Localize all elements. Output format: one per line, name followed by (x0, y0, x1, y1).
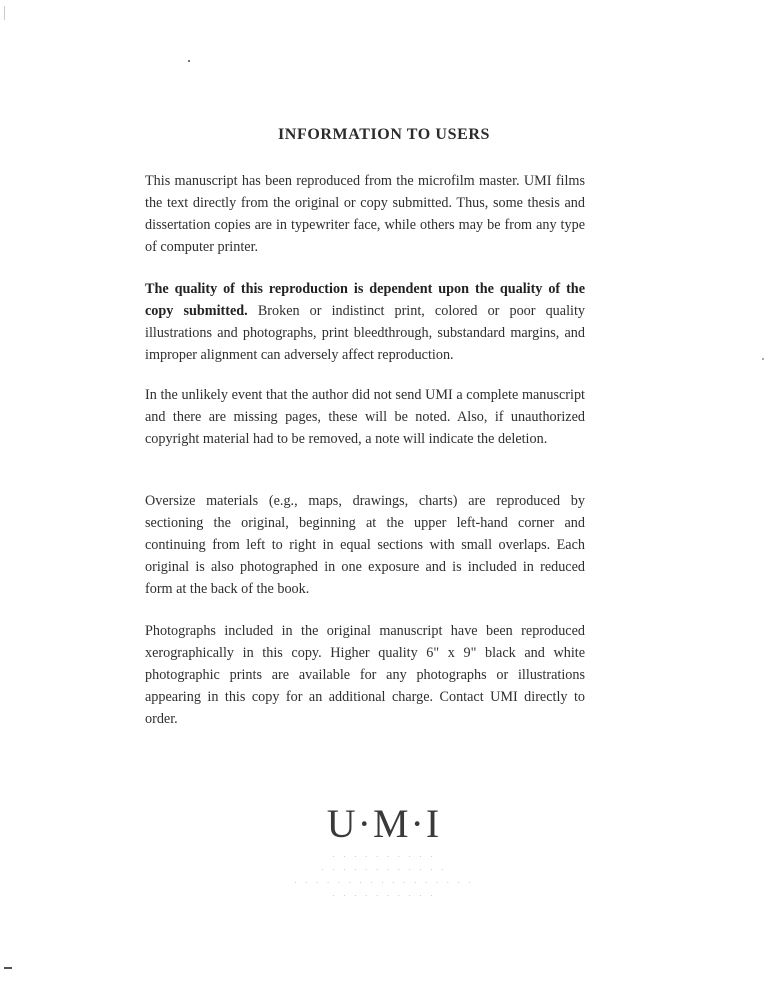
paragraph-bold-lead: The quality of this reproduction is dependent upon the quality of the copy submitted. (145, 281, 585, 319)
faint-address-line: · · · · · · · · · · (332, 852, 436, 861)
umi-logo: U·M·I (326, 801, 442, 846)
paragraph-quality (145, 278, 585, 366)
faint-address-line: · · · · · · · · · · (332, 891, 436, 900)
faint-address-line: · · · · · · · · · · · · (321, 865, 447, 874)
paragraph-text: Photographs included in the original manuscript have been reproduced xerographically in this copy. Higher quality 6" x 9" black and white photographic prints are available for any photographs or illustrations appearing in this copy for an additional charge. Contact UMI directly to order. (145, 623, 585, 727)
paragraph-oversize-materials (145, 490, 585, 600)
page-title: INFORMATION TO USERS (277, 126, 491, 143)
scan-speck (4, 967, 12, 969)
faint-address-line: · · · · · · · · · · · · · · · · · (294, 878, 474, 887)
scan-speck (4, 6, 5, 20)
paragraph-text: This manuscript has been reproduced from the microfilm master. UMI films the text directly from the original or copy submitted. Thus, some thesis and dissertation copies are in typewriter face, while others may be from any type of computer printer. (145, 173, 585, 255)
paragraph-text: Broken or indistinct print, colored or poor quality illustrations and photographs, print bleedthrough, substandard margins, and improper alignment can adversely affect reproduction. (145, 303, 585, 363)
paragraph-reproduction-source (145, 170, 585, 258)
paragraph-text: In the unlikely event that the author did not send UMI a complete manuscript and there are missing pages, these will be noted. Also, if unauthorized copyright material had to be removed, a note will indicate the deletion. (145, 387, 585, 447)
paragraph-missing-pages (145, 384, 585, 450)
scan-speck (188, 60, 190, 62)
paragraph-photographs (145, 620, 585, 730)
scan-speck (762, 358, 764, 360)
paragraph-text: Oversize materials (e.g., maps, drawings, charts) are reproduced by sectioning the original, beginning at the upper left-hand corner and continuing from left to right in equal sections with small overlaps. Each original is also photographed in one exposure and is included in reduced form at the back of the book. (145, 493, 585, 597)
